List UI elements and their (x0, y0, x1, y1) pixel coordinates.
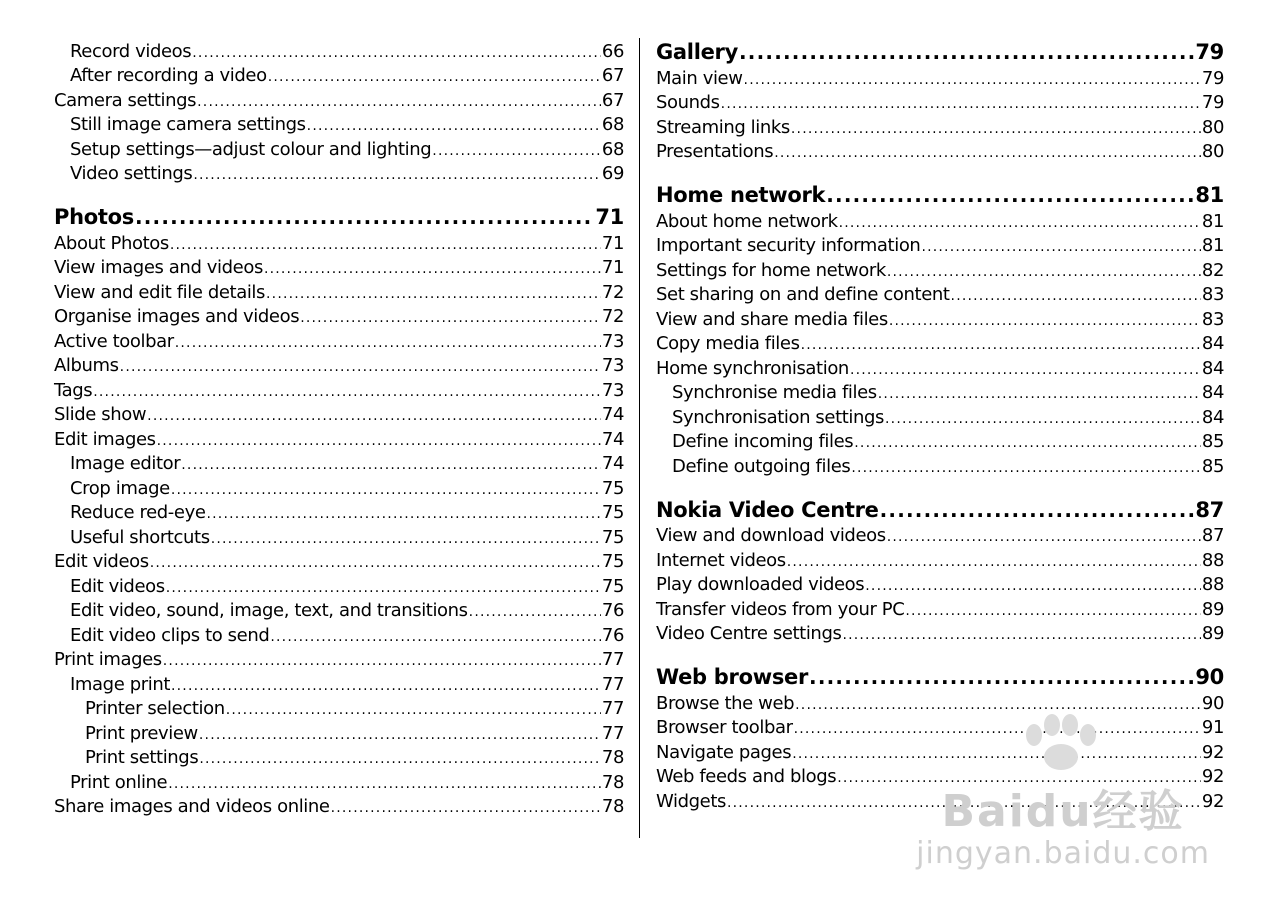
toc-dot-leader (469, 605, 601, 620)
toc-entry (656, 570, 1224, 595)
toc-entry (656, 619, 1224, 644)
toc-dot-leader (865, 579, 1201, 594)
toc-section-heading (656, 36, 1224, 63)
toc-dot-leader (166, 581, 601, 596)
toc-dot-leader (120, 360, 601, 375)
toc-entry-title: Organise images and videos (54, 306, 300, 327)
toc-dot-leader (795, 698, 1201, 713)
toc-entry (54, 85, 624, 110)
toc-page-number: 81 (1201, 210, 1224, 232)
toc-entry (656, 112, 1224, 137)
toc-page-number: 79 (1195, 40, 1224, 64)
toc-page-number: 66 (601, 40, 624, 62)
toc-entry (54, 620, 624, 645)
toc-page-number: 71 (601, 232, 624, 254)
toc-page-number: 75 (601, 526, 624, 548)
toc-dot-leader (878, 387, 1201, 402)
toc-dot-leader (268, 70, 601, 85)
toc-dot-leader (192, 46, 601, 61)
toc-entry-title: Gallery (656, 40, 738, 64)
toc-entry-title: Image print (70, 673, 170, 695)
toc-page-number: 90 (1201, 692, 1224, 714)
toc-dot-leader (792, 747, 1201, 762)
toc-entry (54, 159, 624, 184)
toc-page-number: 88 (1201, 574, 1224, 595)
toc-dot-leader (307, 119, 601, 134)
toc-entry-title: Define outgoing files (672, 455, 851, 477)
toc-page-number: 81 (1195, 183, 1224, 207)
toc-entry-title: Web feeds and blogs (656, 766, 837, 787)
toc-dot-leader (197, 95, 601, 110)
toc-dot-leader (211, 532, 601, 547)
toc-entry-title: Reduce red-eye (70, 502, 206, 523)
toc-entry-title: View and download videos (656, 525, 886, 546)
toc-page-number: 72 (601, 281, 624, 303)
toc-page-number: 74 (601, 453, 624, 474)
toc-page-number: 76 (601, 600, 624, 621)
toc-entry-title: View images and videos (54, 257, 263, 278)
toc-entry-title: Nokia Video Centre (656, 497, 879, 522)
toc-entry-title: Home network (656, 183, 826, 207)
toc-entry (656, 329, 1224, 354)
toc-dot-leader (889, 314, 1201, 329)
toc-entry-title: Print online (70, 771, 168, 793)
toc-page-number: 75 (601, 551, 624, 572)
toc-dot-leader (199, 728, 601, 743)
toc-dot-leader (135, 207, 594, 228)
toc-entry-title: Streaming links (656, 116, 790, 138)
toc-entry-title: After recording a video (70, 65, 267, 86)
toc-dot-leader (721, 97, 1201, 112)
toc-entry-title: About Photos (54, 232, 169, 254)
toc-dot-leader (270, 630, 601, 645)
toc-dot-leader (432, 144, 601, 159)
toc-section-heading (54, 201, 624, 228)
toc-entry (54, 743, 624, 768)
toc-entry (656, 353, 1224, 378)
toc-page-number: 83 (1201, 284, 1224, 305)
toc-dot-leader (727, 796, 1201, 811)
toc-page-number: 92 (1201, 790, 1224, 812)
toc-dot-leader (157, 434, 601, 449)
toc-entry (54, 596, 624, 621)
toc-page-number: 78 (601, 796, 624, 817)
toc-entry (656, 786, 1224, 811)
toc-entry (54, 110, 624, 135)
toc-entry-title: Edit videos (70, 575, 165, 597)
toc-dot-leader (331, 801, 601, 816)
toc-entry-title: Settings for home network (656, 259, 886, 281)
toc-dot-leader (951, 289, 1201, 304)
toc-page-number: 89 (1201, 598, 1224, 620)
toc-entry-title: Print preview (85, 722, 198, 744)
toc-entry (54, 351, 624, 376)
toc-dot-leader (300, 311, 601, 326)
toc-dot-leader (887, 265, 1201, 280)
toc-page-number: 67 (601, 89, 624, 111)
toc-entry-title: Transfer videos from your PC (656, 598, 905, 620)
toc-section-heading (656, 179, 1224, 206)
toc-entry (656, 63, 1224, 88)
toc-entry (54, 571, 624, 596)
toc-page-number: 71 (601, 257, 624, 278)
toc-entry (54, 645, 624, 670)
toc-entry-title: Edit videos (54, 551, 149, 572)
toc-page-number: 87 (1201, 525, 1224, 546)
toc-dot-leader (739, 42, 1194, 63)
toc-entry (54, 375, 624, 400)
toc-page-number: 77 (601, 673, 624, 695)
toc-page-number: 79 (1201, 67, 1224, 89)
toc-entry-title: Video Centre settings (656, 623, 842, 644)
toc-entry-title: Navigate pages (656, 741, 792, 763)
toc-entry (54, 134, 624, 159)
toc-dot-leader (837, 771, 1201, 786)
toc-dot-leader (921, 240, 1200, 255)
toc-entry-title: Edit video, sound, image, text, and transitions (70, 600, 468, 621)
toc-dot-leader (887, 530, 1201, 545)
toc-entry (656, 304, 1224, 329)
toc-page-number: 92 (1201, 766, 1224, 787)
toc-entry-title: Set sharing on and define content (656, 284, 950, 305)
toc-section-heading (656, 494, 1224, 521)
watermark-url: jingyan.baidu.com (916, 836, 1210, 871)
toc-entry (656, 88, 1224, 113)
toc-entry (656, 737, 1224, 762)
toc-entry (656, 255, 1224, 280)
toc-entry-title: Camera settings (54, 89, 197, 111)
toc-entry-title: Photos (54, 205, 134, 229)
watermark-logo: Baidu经验 (941, 786, 1185, 837)
toc-entry (54, 424, 624, 449)
toc-page-number: 84 (1201, 406, 1224, 428)
toc-entry (54, 326, 624, 351)
toc-entry (54, 400, 624, 425)
toc-entry-title: Browse the web (656, 692, 795, 714)
toc-entry (656, 280, 1224, 305)
toc-dot-leader (163, 654, 601, 669)
toc-page-number: 69 (601, 163, 624, 184)
toc-page-number: 77 (601, 698, 624, 719)
toc-page-number: 77 (601, 649, 624, 670)
toc-entry-title: View and edit file details (54, 281, 266, 303)
toc-page-number: 73 (601, 355, 624, 376)
toc-entry-title: Sounds (656, 92, 720, 113)
toc-entry-title: Synchronisation settings (672, 406, 885, 428)
toc-entry (54, 547, 624, 572)
toc-entry-title: Print images (54, 649, 162, 670)
toc-dot-leader (199, 752, 601, 767)
toc-dot-leader (854, 436, 1201, 451)
toc-entry (656, 451, 1224, 476)
toc-entry (54, 498, 624, 523)
toc-entry (54, 522, 624, 547)
toc-page-number: 74 (601, 404, 624, 425)
toc-dot-leader (181, 458, 601, 473)
toc-entry (656, 427, 1224, 452)
toc-dot-leader (226, 703, 601, 718)
toc-entry (656, 231, 1224, 256)
toc-page-number: 68 (601, 114, 624, 135)
toc-dot-leader (794, 722, 1201, 737)
toc-page-number: 75 (601, 477, 624, 499)
toc-entry (656, 521, 1224, 546)
toc-page-number: 78 (601, 771, 624, 793)
toc-page-number: 85 (1201, 431, 1224, 452)
toc-entry-title: Important security information (656, 235, 921, 256)
toc-entry-title: About home network (656, 210, 838, 232)
toc-entry (54, 36, 624, 61)
toc-page-number: 84 (1201, 333, 1224, 354)
toc-entry-title: Tags (54, 379, 93, 401)
toc-entry (656, 378, 1224, 403)
toc-dot-leader (93, 385, 601, 400)
toc-page-number: 73 (601, 330, 624, 352)
toc-page-number: 80 (1201, 141, 1224, 162)
toc-entry (54, 253, 624, 278)
toc-page-number: 82 (1201, 259, 1224, 281)
toc-entry-title: Web browser (656, 665, 809, 689)
toc-entry (54, 767, 624, 792)
toc-entry (656, 206, 1224, 231)
toc-entry (656, 762, 1224, 787)
toc-dot-leader (147, 409, 601, 424)
toc-entry (656, 545, 1224, 570)
toc-page-number: 68 (601, 138, 624, 160)
toc-dot-leader (207, 507, 601, 522)
toc-entry-title: Internet videos (656, 549, 786, 571)
toc-entry-title: Home synchronisation (656, 357, 849, 379)
toc-entry-title: Play downloaded videos (656, 574, 865, 595)
toc-page-number: 91 (1201, 717, 1224, 738)
toc-entry-title: Edit video clips to send (70, 624, 270, 646)
toc-entry-title: Useful shortcuts (70, 526, 210, 548)
toc-dot-leader (774, 146, 1201, 161)
toc-page-number: 84 (1201, 382, 1224, 403)
toc-left-column (54, 36, 624, 816)
paw-icon (1020, 713, 1100, 773)
column-divider (639, 38, 640, 838)
toc-page-number: 77 (601, 722, 624, 744)
toc-dot-leader (826, 185, 1194, 206)
toc-page-number: 79 (1201, 92, 1224, 113)
toc-entry-title: Main view (656, 67, 743, 89)
toc-entry (54, 277, 624, 302)
toc-entry (656, 688, 1224, 713)
toc-page-number: 75 (601, 575, 624, 597)
toc-entry (656, 713, 1224, 738)
toc-entry-title: Still image camera settings (70, 114, 306, 135)
toc-entry (54, 792, 624, 817)
toc-entry-title: Synchronise media files (672, 382, 877, 403)
toc-entry-title: Browser toolbar (656, 717, 793, 738)
toc-entry-title: Presentations (656, 141, 774, 162)
toc-entry-title: Edit images (54, 428, 156, 450)
toc-entry-title: Share images and videos online (54, 796, 330, 817)
toc-entry-title: Printer selection (85, 698, 225, 719)
toc-dot-leader (744, 73, 1201, 88)
toc-page-number: 92 (1201, 741, 1224, 763)
toc-page-number: 71 (595, 205, 624, 229)
toc-entry (656, 402, 1224, 427)
toc-page-number: 83 (1201, 308, 1224, 330)
toc-entry-title: Albums (54, 355, 119, 376)
toc-dot-leader (787, 555, 1201, 570)
toc-entry (54, 473, 624, 498)
toc-page-number: 87 (1195, 497, 1224, 522)
toc-entry-title: View and share media files (656, 308, 888, 330)
toc-dot-leader (850, 363, 1201, 378)
toc-entry (54, 718, 624, 743)
toc-entry-title: Copy media files (656, 333, 800, 354)
toc-dot-leader (264, 262, 601, 277)
toc-entry (54, 694, 624, 719)
toc-dot-leader (791, 122, 1201, 137)
toc-entry-title: Video settings (70, 163, 193, 184)
toc-entry (54, 61, 624, 86)
toc-entry (656, 594, 1224, 619)
toc-entry (54, 669, 624, 694)
toc-entry-title: Widgets (656, 790, 726, 812)
toc-page-number: 76 (601, 624, 624, 646)
toc-page-number: 84 (1201, 357, 1224, 379)
toc-dot-leader (851, 461, 1201, 476)
toc-dot-leader (905, 604, 1200, 619)
toc-page-number: 75 (601, 502, 624, 523)
toc-page-number: 81 (1201, 235, 1224, 256)
toc-page-number: 80 (1201, 116, 1224, 138)
toc-dot-leader (168, 777, 601, 792)
toc-page-number: 88 (1201, 549, 1224, 571)
toc-entry (54, 228, 624, 253)
toc-dot-leader (809, 667, 1194, 688)
toc-section-heading (656, 661, 1224, 688)
toc-dot-leader (171, 679, 601, 694)
toc-page-number: 78 (601, 747, 624, 768)
toc-page-number: 73 (601, 379, 624, 401)
toc-entry-title: Active toolbar (54, 330, 174, 352)
toc-entry-title: Record videos (70, 40, 192, 62)
toc-entry (54, 449, 624, 474)
toc-entry-title: Define incoming files (672, 431, 854, 452)
toc-entry (54, 302, 624, 327)
toc-entry (656, 137, 1224, 162)
toc-entry-title: Image editor (70, 453, 181, 474)
toc-right-column (656, 36, 1224, 811)
toc-dot-leader (171, 483, 601, 498)
toc-dot-leader (150, 556, 601, 571)
toc-page-number: 72 (601, 306, 624, 327)
toc-dot-leader (266, 287, 601, 302)
toc-entry-title: Print settings (85, 747, 199, 768)
toc-page-number: 90 (1195, 665, 1224, 689)
toc-dot-leader (801, 338, 1201, 353)
toc-dot-leader (839, 216, 1201, 231)
toc-entry-title: Slide show (54, 404, 147, 425)
toc-page-number: 89 (1201, 623, 1224, 644)
toc-entry-title: Crop image (70, 477, 170, 499)
toc-page-number: 67 (601, 65, 624, 86)
toc-dot-leader (880, 500, 1195, 521)
toc-dot-leader (175, 336, 601, 351)
toc-entry-title: Setup settings—adjust colour and lighting (70, 138, 432, 160)
toc-dot-leader (885, 412, 1201, 427)
toc-page-number: 74 (601, 428, 624, 450)
toc-dot-leader (842, 628, 1200, 643)
toc-page-number: 85 (1201, 455, 1224, 477)
toc-dot-leader (170, 238, 601, 253)
toc-dot-leader (193, 168, 601, 183)
